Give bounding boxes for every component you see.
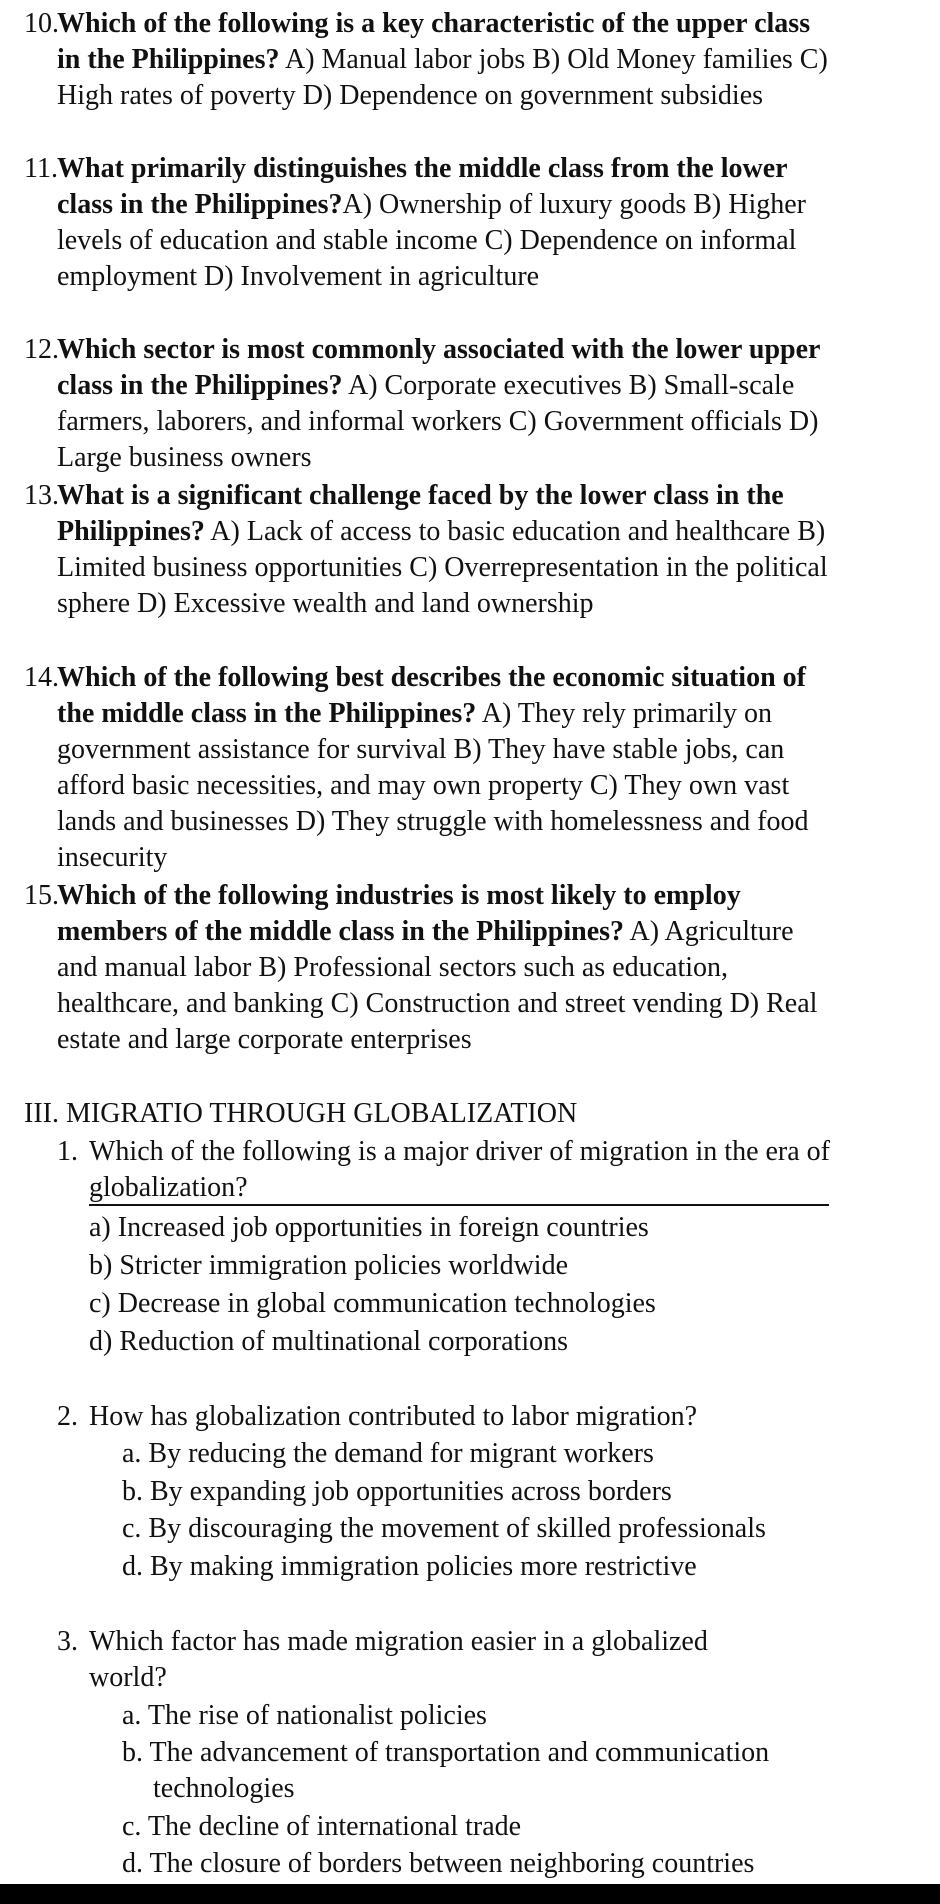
option-a: a. By reducing the demand for migrant workers: [122, 1438, 654, 1469]
question-text: Which of the following is a major driver of migration in the era of globalization?: [89, 1136, 831, 1203]
question-options: A) Lack of access to basic education and healthcare B) Limited business opportunities C) Overrepresentation in the political sphere D) Excessive wealth and land ownership: [57, 516, 828, 619]
bottom-edge-bar: [0, 1884, 940, 1904]
question-number: 1.: [57, 1136, 78, 1167]
answer-underline: [89, 1204, 829, 1206]
option-c: c. The decline of international trade: [122, 1811, 522, 1842]
section-question-1: [57, 1134, 857, 1206]
section-question-3: [57, 1624, 777, 1696]
question-options: A) Agriculture and manual labor B) Professional sectors such as education, healthcare, and banking C) Construction and street vending D) Real estate and large corporate enterprises: [57, 916, 818, 1055]
question-10: [24, 6, 834, 114]
question-stem: Which of the following best describes the economic situation of the middle class in the Philippines?: [57, 662, 806, 729]
section-question-2: [57, 1399, 857, 1435]
question-options: A) Manual labor jobs B) Old Money families C) High rates of poverty D) Dependence on government subsidies: [57, 44, 828, 111]
question-options: A) Corporate executives B) Small-scale farmers, laborers, and informal workers C) Government officials D) Large business owners: [57, 370, 819, 473]
question-text: How has globalization contributed to labor migration?: [89, 1401, 698, 1432]
option-c: c) Decrease in global communication technologies: [89, 1288, 656, 1319]
question-text: Which factor has made migration easier in a globalized world?: [89, 1626, 708, 1693]
question-11: [24, 151, 834, 295]
option-b: b) Stricter immigration policies worldwide: [89, 1250, 569, 1281]
option-d: d) Reduction of multinational corporations: [89, 1326, 569, 1357]
question-12: [24, 332, 834, 476]
question-options: A) They rely primarily on government assistance for survival B) They have stable jobs, can afford basic necessities, and may own property C) They own vast lands and businesses D) They struggle with homelessness and food insecurity: [57, 698, 809, 873]
question-number: 12.: [24, 334, 59, 365]
question-options: A) Ownership of luxury goods B) Higher levels of education and stable income C) Dependence on informal employment D) Involvement in agriculture: [57, 189, 807, 292]
option-d: d. By making immigration policies more restrictive: [122, 1551, 697, 1582]
option-b: b. The advancement of transportation and communication technologies: [122, 1737, 770, 1804]
question-number: 13.: [24, 480, 59, 511]
question-number: 14.: [24, 662, 59, 693]
option-a: a. The rise of nationalist policies: [122, 1700, 487, 1731]
option-c: c. By discouraging the movement of skilled professionals: [122, 1513, 766, 1544]
question-15: [24, 878, 834, 1058]
question-14: [24, 660, 834, 876]
option-a: a) Increased job opportunities in foreign countries: [89, 1212, 649, 1243]
question-stem: What is a significant challenge faced by the lower class in the Philippines?: [57, 480, 784, 547]
question-stem: Which of the following is a key characteristic of the upper class in the Philippines?: [57, 8, 811, 75]
question-number: 10.: [24, 8, 59, 39]
question-number: 2.: [57, 1401, 78, 1432]
question-stem: Which sector is most commonly associated with the lower upper class in the Philippines?: [57, 334, 820, 401]
section-title: III. MIGRATIO THROUGH GLOBALIZATION: [24, 1098, 578, 1129]
question-stem: Which of the following industries is most likely to employ members of the middle class in the Philippines?: [57, 880, 741, 947]
option-d: d. The closure of borders between neighboring countries: [122, 1848, 755, 1879]
question-13: [24, 478, 834, 622]
option-b: b. By expanding job opportunities across borders: [122, 1476, 672, 1507]
question-stem: What primarily distinguishes the middle class from the lower class in the Philippines?: [57, 153, 788, 220]
question-number: 11.: [24, 153, 58, 184]
question-number: 3.: [57, 1626, 78, 1657]
question-number: 15.: [24, 880, 59, 911]
